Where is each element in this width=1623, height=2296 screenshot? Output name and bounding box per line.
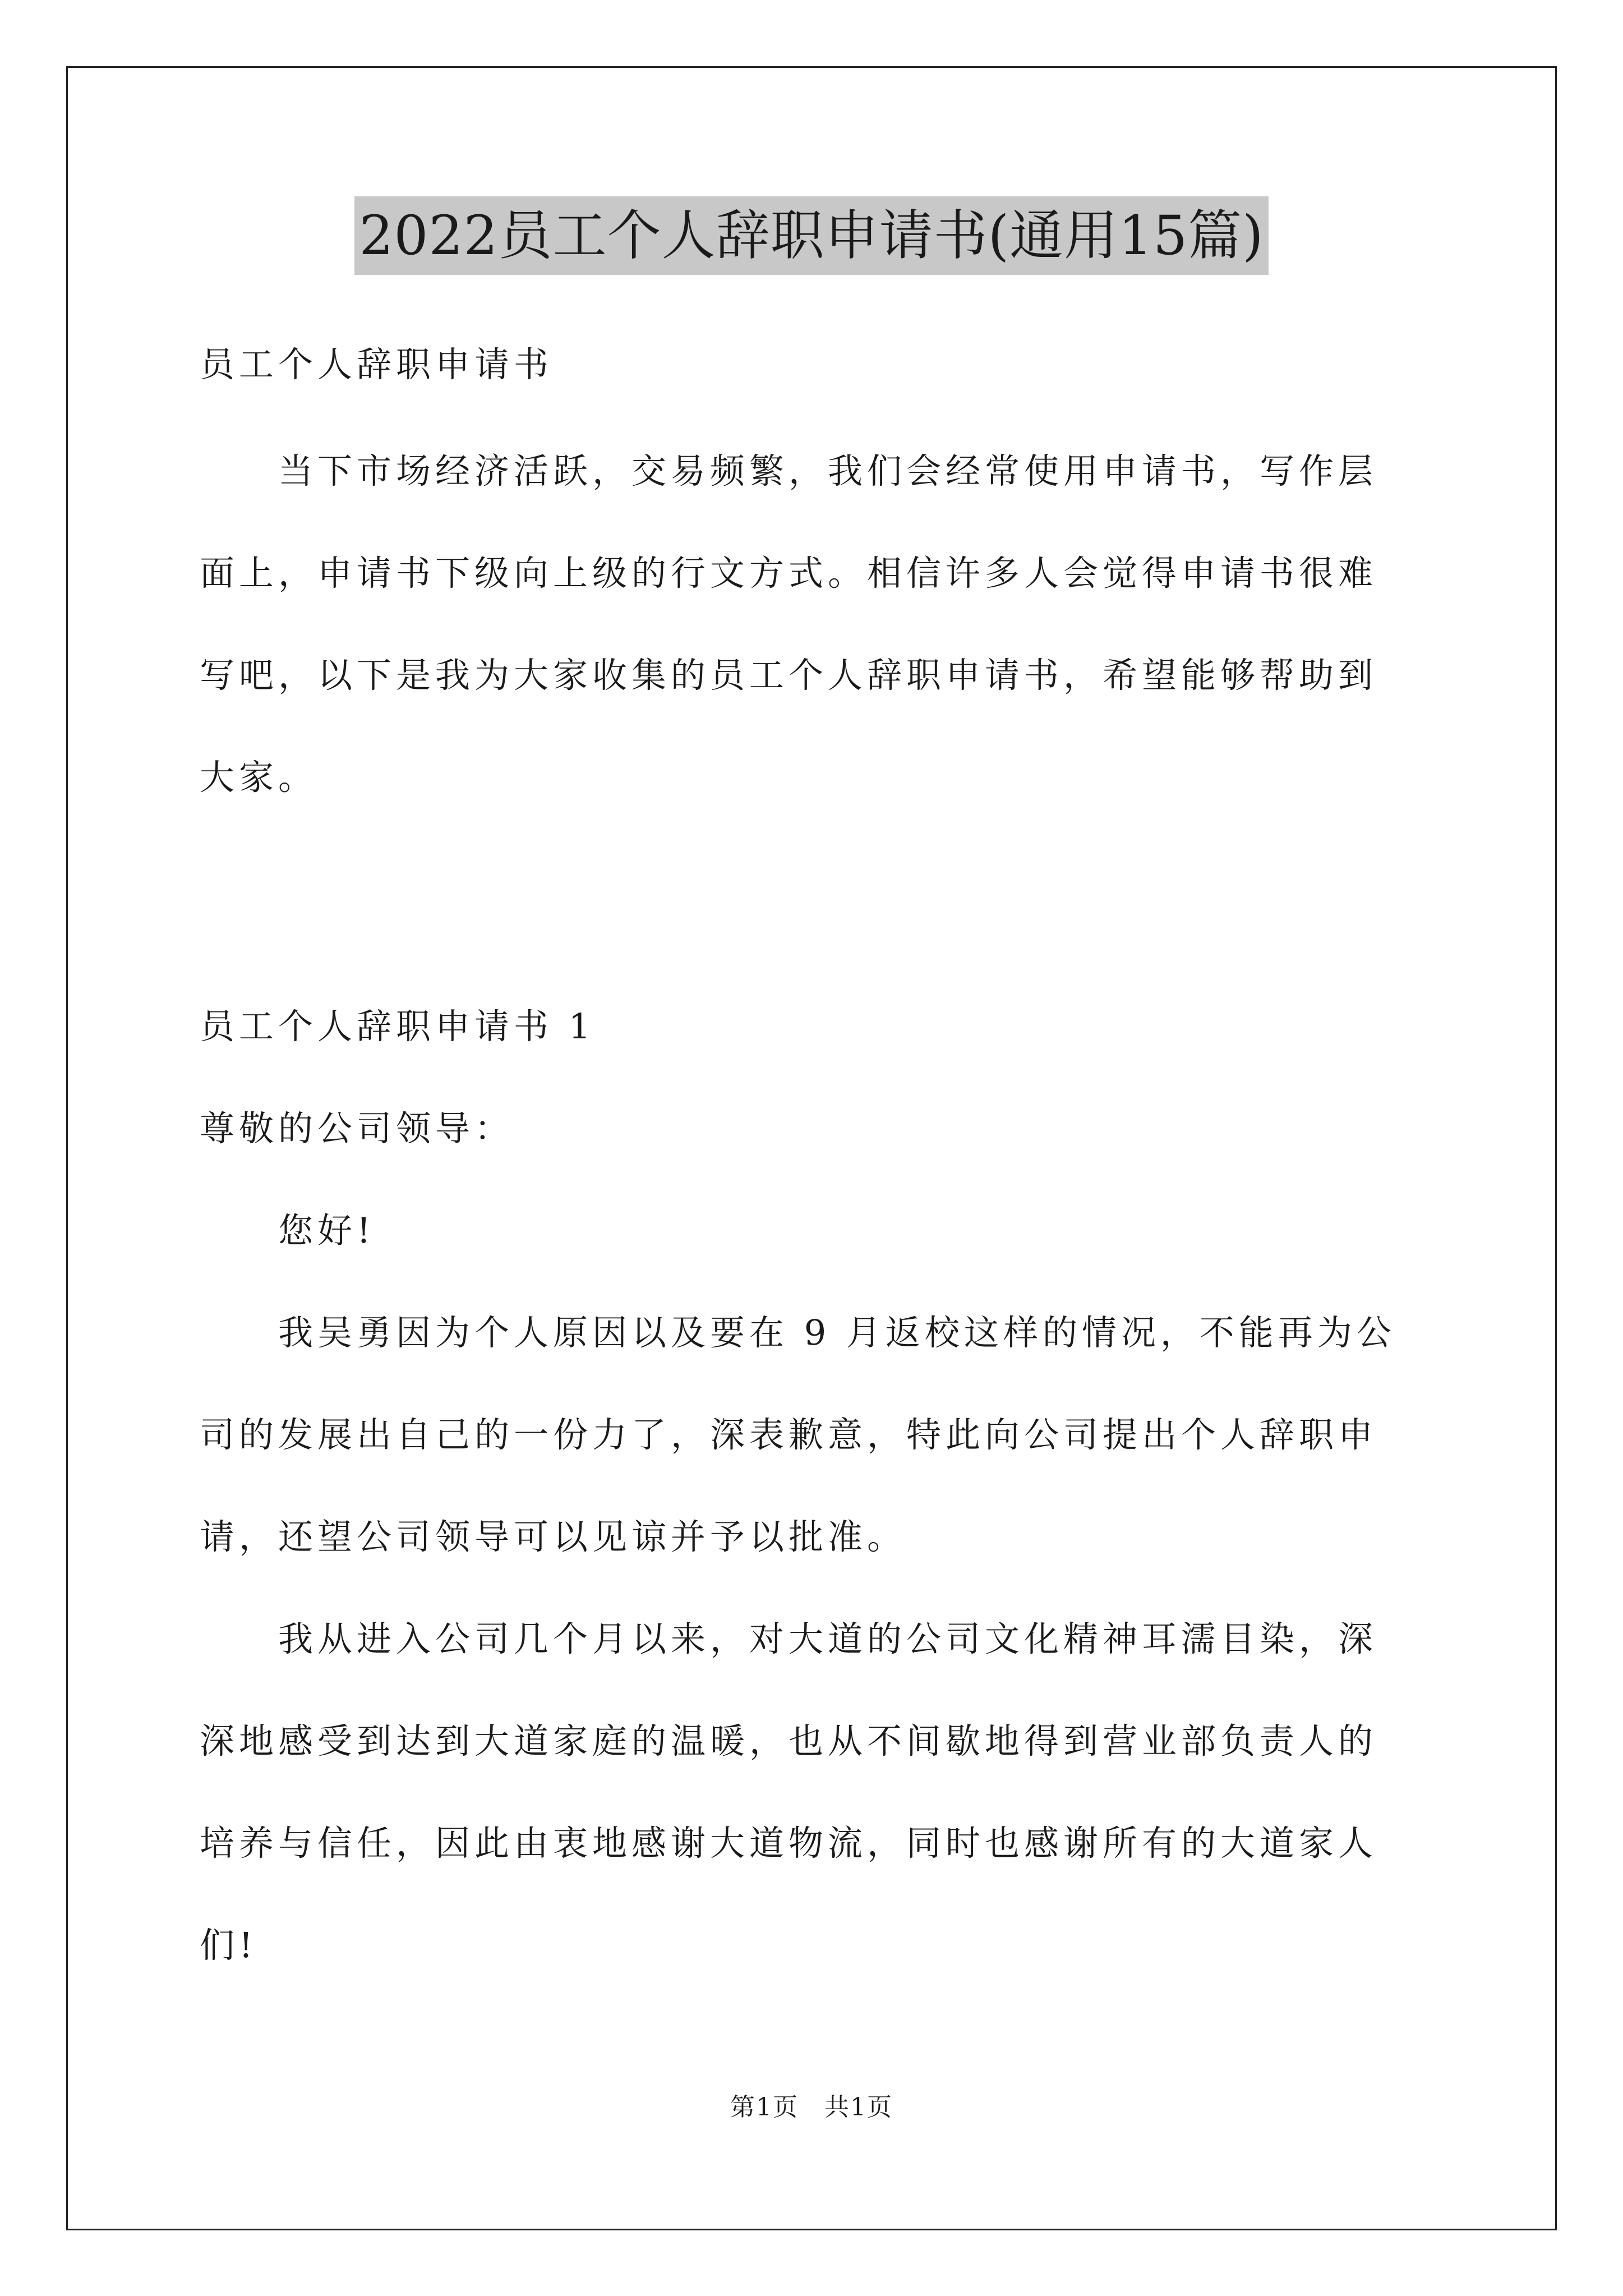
paragraph-line: 大家。	[200, 757, 318, 798]
paragraph-line: 司的发展出自己的一份力了，深表歉意，特此向公司提出个人辞职申	[200, 1414, 1378, 1455]
section-heading: 员工个人辞职申请书	[200, 344, 554, 385]
paragraph-line: 面上，申请书下级向上级的行文方式。相信许多人会觉得申请书很难	[200, 553, 1378, 593]
title-container	[0, 196, 1623, 275]
paragraph-line: 培养与信任，因此由衷地感谢大道物流，同时也感谢所有的大道家人	[200, 1823, 1378, 1864]
section-heading: 员工个人辞职申请书 1	[200, 1006, 596, 1047]
paragraph-line: 请，还望公司领导可以见谅并予以批准。	[200, 1516, 907, 1557]
salutation: 尊敬的公司领导：	[200, 1108, 514, 1149]
paragraph-line: 我从进入公司几个月以来，对大道的公司文化精神耳濡目染，深	[278, 1618, 1378, 1659]
page-footer: 第1页 共1页	[730, 2093, 893, 2122]
paragraph-line: 我吴勇因为个人原因以及要在 9 月返校这样的情况，不能再为公	[278, 1312, 1396, 1353]
document-title: 2022员工个人辞职申请书(通用15篇)	[354, 196, 1268, 275]
paragraph-line: 当下市场经济活跃，交易频繁，我们会经常使用申请书，写作层	[278, 450, 1378, 491]
greeting: 您好!	[278, 1210, 375, 1251]
paragraph-line: 写吧，以下是我为大家收集的员工个人辞职申请书，希望能够帮助到	[200, 655, 1378, 696]
paragraph-line: 们!	[200, 1925, 257, 1966]
paragraph-line: 深地感受到达到大道家庭的温暖，也从不间歇地得到营业部负责人的	[200, 1720, 1378, 1761]
